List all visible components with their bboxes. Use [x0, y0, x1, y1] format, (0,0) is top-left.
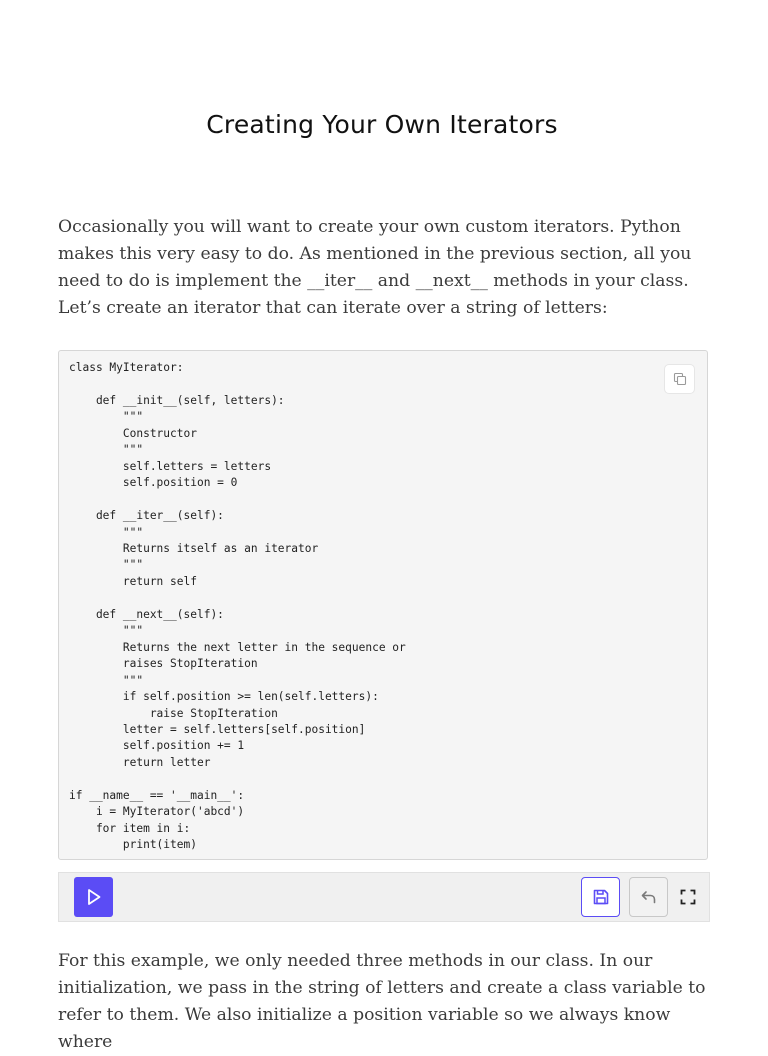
save-icon — [592, 888, 610, 906]
play-icon — [86, 888, 102, 906]
reset-button[interactable] — [629, 877, 668, 917]
page-title: Creating Your Own Iterators — [206, 110, 558, 139]
code-editor[interactable] — [58, 350, 708, 860]
fullscreen-button[interactable] — [671, 877, 705, 917]
intro-paragraph: Occasionally you will want to create your own custom iterators. Python makes this very easy to do. As mentioned in the previous section, all you need to do is implement the __iter__ and __next__ methods in your class. Let’s create an iterator that can iterate over a string of letters: — [58, 217, 692, 318]
copy-code-button[interactable] — [664, 364, 695, 394]
code-toolbar — [58, 872, 710, 922]
code-content[interactable]: class MyIterator: def __init__(self, letters): """ Constructor """ self.letters = letters self.position = 0 def __iter__(self): """ Returns itself as an iterator """ return self def __next__(self): """ Returns the next letter in the sequence or raises StopIteration """ if self.position >= len(self.letters): raise StopIteration letter = self.letters[self.position] self.position += 1 return letter if __name__ == '__main__': i = MyIterator('abcd') for item in i: print(item) — [69, 361, 406, 852]
expand-icon — [680, 889, 696, 905]
save-button[interactable] — [581, 877, 620, 917]
run-button[interactable] — [74, 877, 113, 917]
followup-paragraph: For this example, we only needed three methods in our class. In our initialization, we pass in the string of letters and create a class variable to refer to them. We also initialize a position variable so we always know where — [58, 951, 706, 1052]
undo-icon — [640, 888, 658, 906]
copy-icon — [673, 372, 687, 386]
